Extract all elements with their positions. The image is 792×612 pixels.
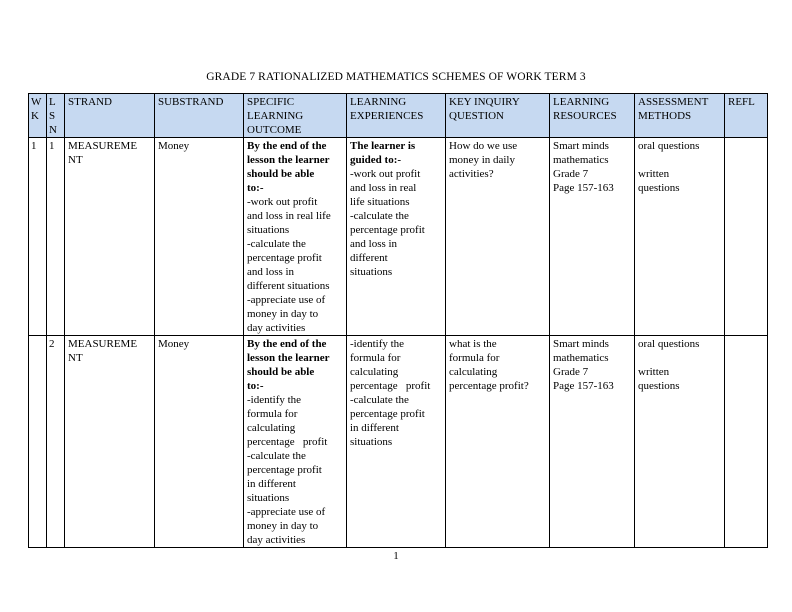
cell-reflection [725,336,768,548]
cell-substrand: Money [155,336,244,548]
table-row [29,138,768,336]
cell-specific-learning-outcome: By the end of the lesson the learner should be able to:- -work out profit and loss in real life situations -calculate the percentage profit and loss in different situations -appreciate use of money in day to day activities [244,138,347,336]
cell-strand: MEASUREME NT [65,138,155,336]
cell-week: 1 [29,138,47,336]
header-reflection: REFL [725,94,768,138]
cell-specific-learning-outcome: By the end of the lesson the learner should be able to:- -identify the formula for calculating percentage profit -calculate the percentage profit in different situations -appreciate use of money in day to day activities [244,336,347,548]
cell-key-inquiry-question: How do we use money in daily activities? [446,138,550,336]
document-title: GRADE 7 RATIONALIZED MATHEMATICS SCHEMES OF WORK TERM 3 [206,71,586,83]
cell-learning-resources: Smart minds mathematics Grade 7 Page 157-163 [550,336,635,548]
cell-lesson: 2 [47,336,65,548]
header-substrand: SUBSTRAND [155,94,244,138]
header-learning-resources: LEARNING RESOURCES [550,94,635,138]
cell-assessment-methods: oral questions written questions [635,138,725,336]
cell-reflection [725,138,768,336]
scheme-of-work-table [28,93,768,548]
table-row [29,336,768,548]
cell-key-inquiry-question: what is the formula for calculating percentage profit? [446,336,550,548]
header-strand: STRAND [65,94,155,138]
header-assessment-methods: ASSESSMENT METHODS [635,94,725,138]
header-lsn: L S N [47,94,65,138]
cell-assessment-methods: oral questions written questions [635,336,725,548]
header-learning-experiences: LEARNING EXPERIENCES [347,94,446,138]
page-number: 1 [393,550,399,562]
header-wk: W K [29,94,47,138]
header-row [29,94,768,138]
cell-strand: MEASUREME NT [65,336,155,548]
header-key-inquiry-question: KEY INQUIRY QUESTION [446,94,550,138]
cell-lesson: 1 [47,138,65,336]
header-specific-learning-outcome: SPECIFIC LEARNING OUTCOME [244,94,347,138]
cell-learning-experiences: The learner is guided to:- -work out profit and loss in real life situations -calculate the percentage profit and loss in different situations [347,138,446,336]
cell-learning-resources: Smart minds mathematics Grade 7 Page 157-163 [550,138,635,336]
cell-week [29,336,47,548]
cell-learning-experiences: -identify the formula for calculating percentage profit -calculate the percentage profit in different situations [347,336,446,548]
cell-substrand: Money [155,138,244,336]
